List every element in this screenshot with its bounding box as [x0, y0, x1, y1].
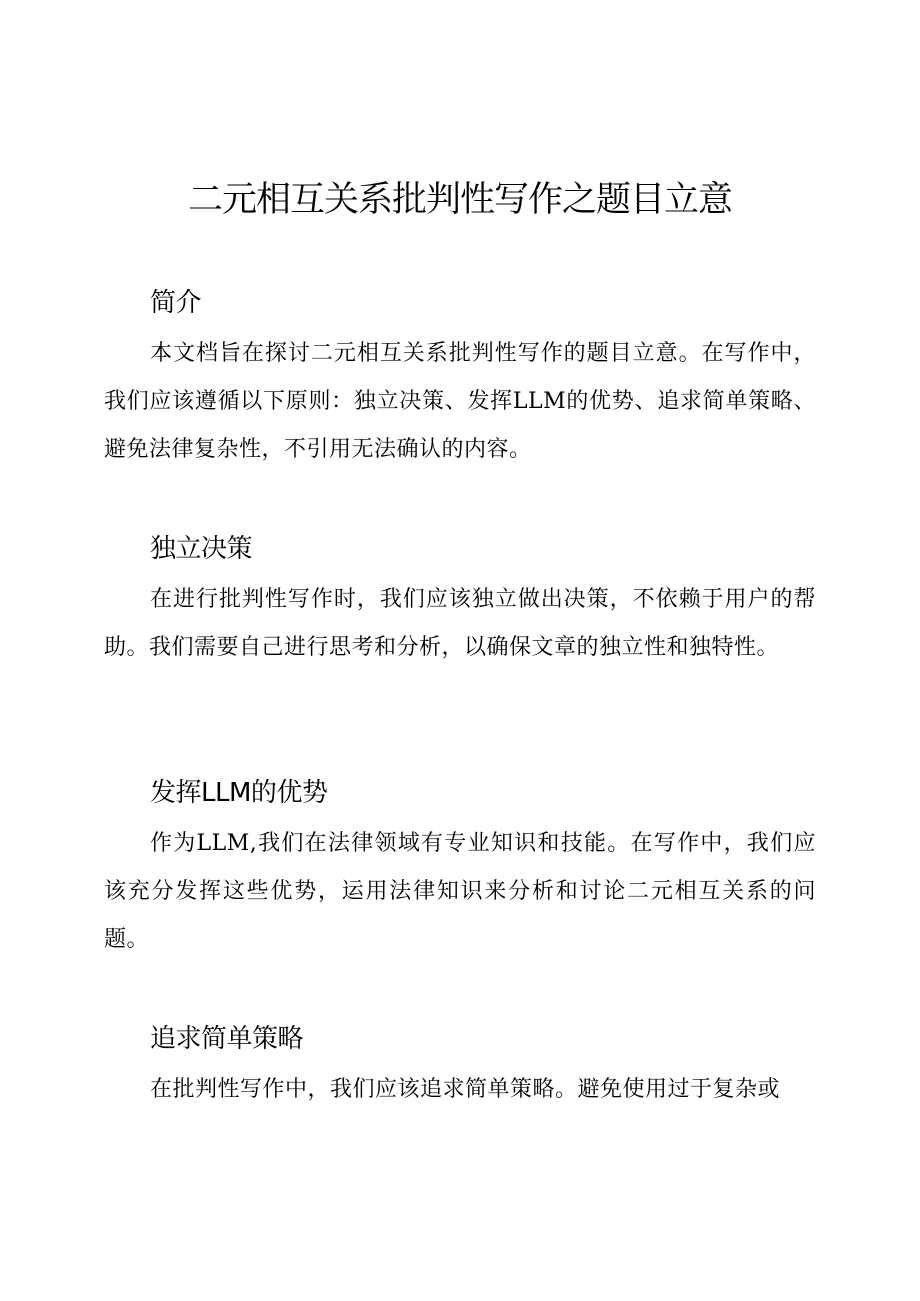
section-body: 在进行批判性写作时，我们应该独立做出决策，不依赖于用户的帮助。我们需要自己进行思考和分析，以确保文章的独立性和独特性。: [104, 587, 816, 660]
section-heading: 独立决策: [150, 534, 253, 564]
section-independent-decision: [104, 528, 816, 672]
section-heading: 发挥LLM的优势: [150, 778, 328, 808]
document-title: 二元相互关系批判性写作之题目立意: [187, 180, 732, 220]
section-simple-strategy: [104, 1018, 816, 1114]
section-heading: 简介: [150, 288, 202, 318]
section-heading: 追求简单策略: [150, 1024, 304, 1054]
section-body: 作为LLM,我们在法律领域有专业知识和技能。在写作中，我们应该充分发挥这些优势，运用法律知识来分析和讨论二元相互关系的问题。: [104, 831, 816, 952]
section-body: 在批判性写作中，我们应该追求简单策略。避免使用过于复杂或: [150, 1077, 781, 1102]
section-body: 本文档旨在探讨二元相互关系批判性写作的题目立意。在写作中，我们应该遵循以下原则：独立决策、发挥LLM的优势、追求简单策略、避免法律复杂性，不引用无法确认的内容。: [104, 341, 816, 462]
section-introduction: [104, 282, 816, 474]
section-llm-advantages: [104, 772, 816, 964]
